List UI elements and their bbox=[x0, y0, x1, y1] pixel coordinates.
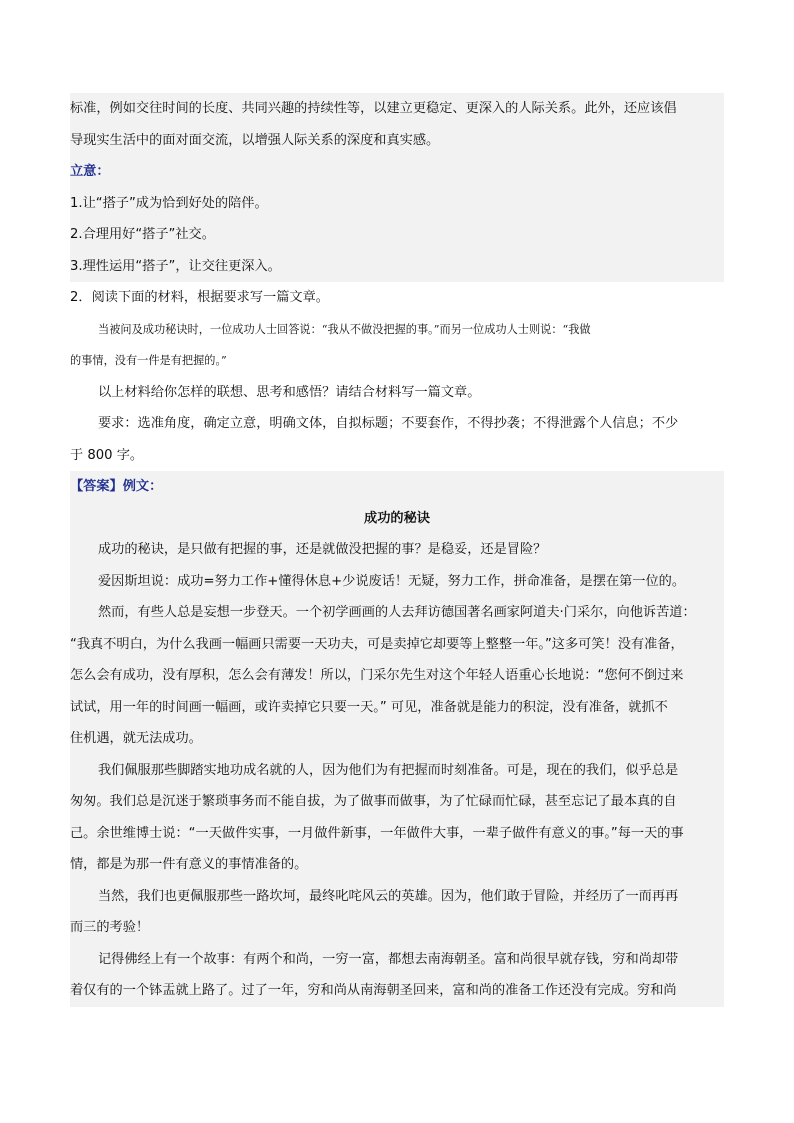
list-item: 3.理性运用“搭子”，让交往更深入。 bbox=[70, 251, 724, 283]
text-line: 导现实生活中的面对面交流，以增强人际关系的深度和真实感。 bbox=[70, 125, 724, 157]
material-text: 当被问及成功秘诀时，一位成功人士回答说：“我从不做没把握的事。”而另一位成功人士则说：“我做 bbox=[98, 322, 591, 336]
essay-line: 当然，我们也更佩服那些一路坎坷，最终叱咤风云的英雄。因为，他们敢于冒险，并经历了一而再再 bbox=[70, 881, 724, 913]
requirement-text: 要求：选准角度，确定立意，明确文体，自拟标题；不要套作，不得抄袭；不得泄露个人信息；不少 bbox=[98, 416, 679, 431]
essay-title: 成功的秘诀 bbox=[70, 503, 724, 535]
essay-line: 我们佩服那些脚踏实地功成名就的人，因为他们为有把握而时刻准备。可是，现在的我们，似乎总是 bbox=[70, 755, 724, 787]
essay-line: 住机遇，就无法成功。 bbox=[70, 723, 724, 755]
essay-line: 成功的秘诀，是只做有把握的事，还是就做没把握的事？是稳妥，还是冒险？ bbox=[70, 534, 724, 566]
question-title: 2．阅读下面的材料，根据要求写一篇文章。 bbox=[70, 290, 329, 305]
requirement-text: 于 800 字。 bbox=[70, 447, 144, 463]
text-line: 标准，例如交往时间的长度、共同兴趣的持续性等，以建立更稳定、更深入的人际关系。此外，还应该倡 bbox=[70, 93, 724, 125]
essay-line: 而三的考验！ bbox=[70, 912, 724, 944]
list-item: 1.让“搭子”成为恰到好处的陪伴。 bbox=[70, 188, 724, 220]
essay-line: 己。余世维博士说：“一天做件实事，一月做件新事，一年做件大事，一辈子做件有意义的事。”每一天的事 bbox=[70, 818, 724, 850]
essay-line: 然而，有些人总是妄想一步登天。一个初学画画的人去拜访德国著名画家阿道夫·门采尔，向他诉苦道： bbox=[70, 597, 724, 629]
essay-line: 试试，用一年的时间画一幅画，或许卖掉它只要一天。” 可见，准备就是能力的积淀，没有准备，就抓不 bbox=[70, 692, 724, 724]
essay-line: 爱因斯坦说：成功=努力工作+懂得休息+少说废话！无疑，努力工作，拼命准备，是摆在第一位的。 bbox=[70, 566, 724, 598]
essay-line: 匆匆。我们总是沉迷于繁琐事务而不能自拔，为了做事而做事，为了忙碌而忙碌，甚至忘记了最本真的自 bbox=[70, 786, 724, 818]
material-text: 的事情，没有一件是有把握的。” bbox=[70, 354, 227, 367]
prompt-text: 以上材料给你怎样的联想、思考和感悟？请结合材料写一篇文章。 bbox=[98, 384, 481, 400]
section-heading: 立意： bbox=[70, 156, 724, 188]
list-item: 2.合理用好“搭子”社交。 bbox=[70, 219, 724, 251]
essay-line: 情，都是为那一件有意义的事情准备的。 bbox=[70, 849, 724, 881]
essay-line: 记得佛经上有一个故事：有两个和尚，一穷一富，都想去南海朝圣。富和尚很早就存钱，穷和尚却带 bbox=[70, 944, 724, 976]
essay-line: 怎么会有成功，没有厚积，怎么会有薄发！所以，门采尔先生对这个年轻人语重心长地说：“您何不倒过来 bbox=[70, 660, 724, 692]
essay-line: 着仅有的一个钵盂就上路了。过了一年，穷和尚从南海朝圣回来，富和尚的准备工作还没有完成。穷和尚 bbox=[70, 975, 724, 1007]
answer-label: 【答案】例文： bbox=[70, 471, 724, 503]
document-page bbox=[70, 93, 724, 1007]
essay-line: “我真不明白，为什么我画一幅画只需要一天功夫，可是卖掉它却要等上整整一年。”这多可笑！没有准备， bbox=[70, 629, 724, 661]
